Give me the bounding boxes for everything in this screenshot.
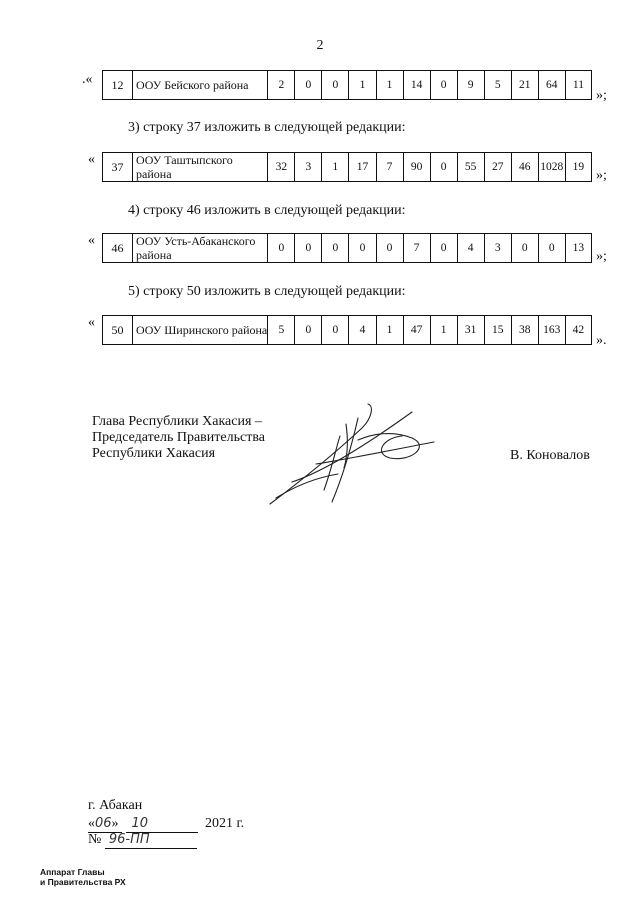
cell: 0 [295,316,322,345]
row-block-37 [84,152,624,182]
open-quote: « [88,233,95,248]
cell: 11 [565,71,591,100]
cell: 1028 [538,153,565,182]
cell: 0 [430,153,457,182]
row-block-50 [84,315,624,348]
row-name: ООУ Бейского района [133,71,268,100]
table-row [102,70,592,100]
document-date [88,816,244,833]
open-quote: « [88,315,95,330]
cell: 4 [457,234,484,263]
date-year: 2021 г. [205,816,245,831]
cell: 0 [322,71,349,100]
handwritten-signature [262,398,442,510]
row-index: 46 [103,234,133,263]
date-close-quote: » [111,816,119,831]
stamp-line1: Аппарат Главы [40,867,105,877]
row-name: ООУ Ширинского района [133,316,268,345]
cell: 3 [484,234,511,263]
signatory-title-line1: Глава Республики Хакасия – [92,414,262,429]
instruction-4: 4) строку 46 изложить в следующей редакции: [128,203,406,218]
cell: 27 [484,153,511,182]
cell: 38 [511,316,538,345]
number-value: 96-ПП [108,832,150,847]
cell: 0 [268,234,295,263]
instruction-3: 3) строку 37 изложить в следующей редакции: [128,120,406,135]
close-quote: ». [596,333,607,348]
signatory-title-line3: Республики Хакасия [92,446,216,461]
cell: 0 [322,316,349,345]
instruction-5: 5) строку 50 изложить в следующей редакции: [128,284,406,299]
stamp-line2: и Правительства РХ [40,877,126,887]
open-quote: .« [82,72,93,87]
cell: 1 [349,71,376,100]
cell: 0 [376,234,403,263]
row-name: ООУ Таштыпского района [133,153,268,182]
date-open-quote: « [88,816,95,831]
row-name: ООУ Усть-Абаканского района [133,234,268,263]
row-index: 37 [103,153,133,182]
cell: 2 [268,71,295,100]
cell: 0 [322,234,349,263]
open-quote: « [88,152,95,167]
cell: 19 [565,153,591,182]
document-number [88,832,197,849]
cell: 7 [376,153,403,182]
cell: 1 [430,316,457,345]
cell: 15 [484,316,511,345]
number-prefix: № [88,832,102,847]
registration-stamp [40,867,126,887]
cell: 0 [538,234,565,263]
cell: 1 [376,316,403,345]
cell: 14 [403,71,430,100]
cell: 1 [376,71,403,100]
cell: 55 [457,153,484,182]
cell: 7 [403,234,430,263]
cell: 42 [565,316,591,345]
row-index: 50 [103,316,133,345]
cell: 31 [457,316,484,345]
cell: 0 [295,71,322,100]
cell: 0 [349,234,376,263]
cell: 0 [430,71,457,100]
cell: 9 [457,71,484,100]
signatory-title-line2: Председатель Правительства [92,430,265,445]
cell: 0 [430,234,457,263]
row-index: 12 [103,71,133,100]
cell: 3 [295,153,322,182]
row-block-46 [84,233,624,263]
cell: 5 [268,316,295,345]
cell: 47 [403,316,430,345]
cell: 64 [538,71,565,100]
cell: 46 [511,153,538,182]
cell: 21 [511,71,538,100]
cell: 4 [349,316,376,345]
close-quote: »; [596,168,607,183]
close-quote: »; [596,88,607,103]
city: г. Абакан [88,798,143,813]
cell: 0 [511,234,538,263]
signer-name: В. Коновалов [510,448,590,463]
date-day: 06 [95,816,112,831]
date-day-field [88,816,122,833]
cell: 1 [322,153,349,182]
table-row [102,315,592,345]
cell: 5 [484,71,511,100]
close-quote: »; [596,249,607,264]
cell: 90 [403,153,430,182]
table-row [102,233,592,263]
table-row [102,152,592,182]
signature-block [92,414,265,462]
date-month-field [126,816,198,833]
date-month: 10 [131,816,149,831]
cell: 13 [565,234,591,263]
cell: 32 [268,153,295,182]
cell: 17 [349,153,376,182]
number-field [105,832,197,849]
page-number: 2 [316,38,324,53]
cell: 0 [295,234,322,263]
row-block-12 [82,70,624,103]
cell: 163 [538,316,565,345]
